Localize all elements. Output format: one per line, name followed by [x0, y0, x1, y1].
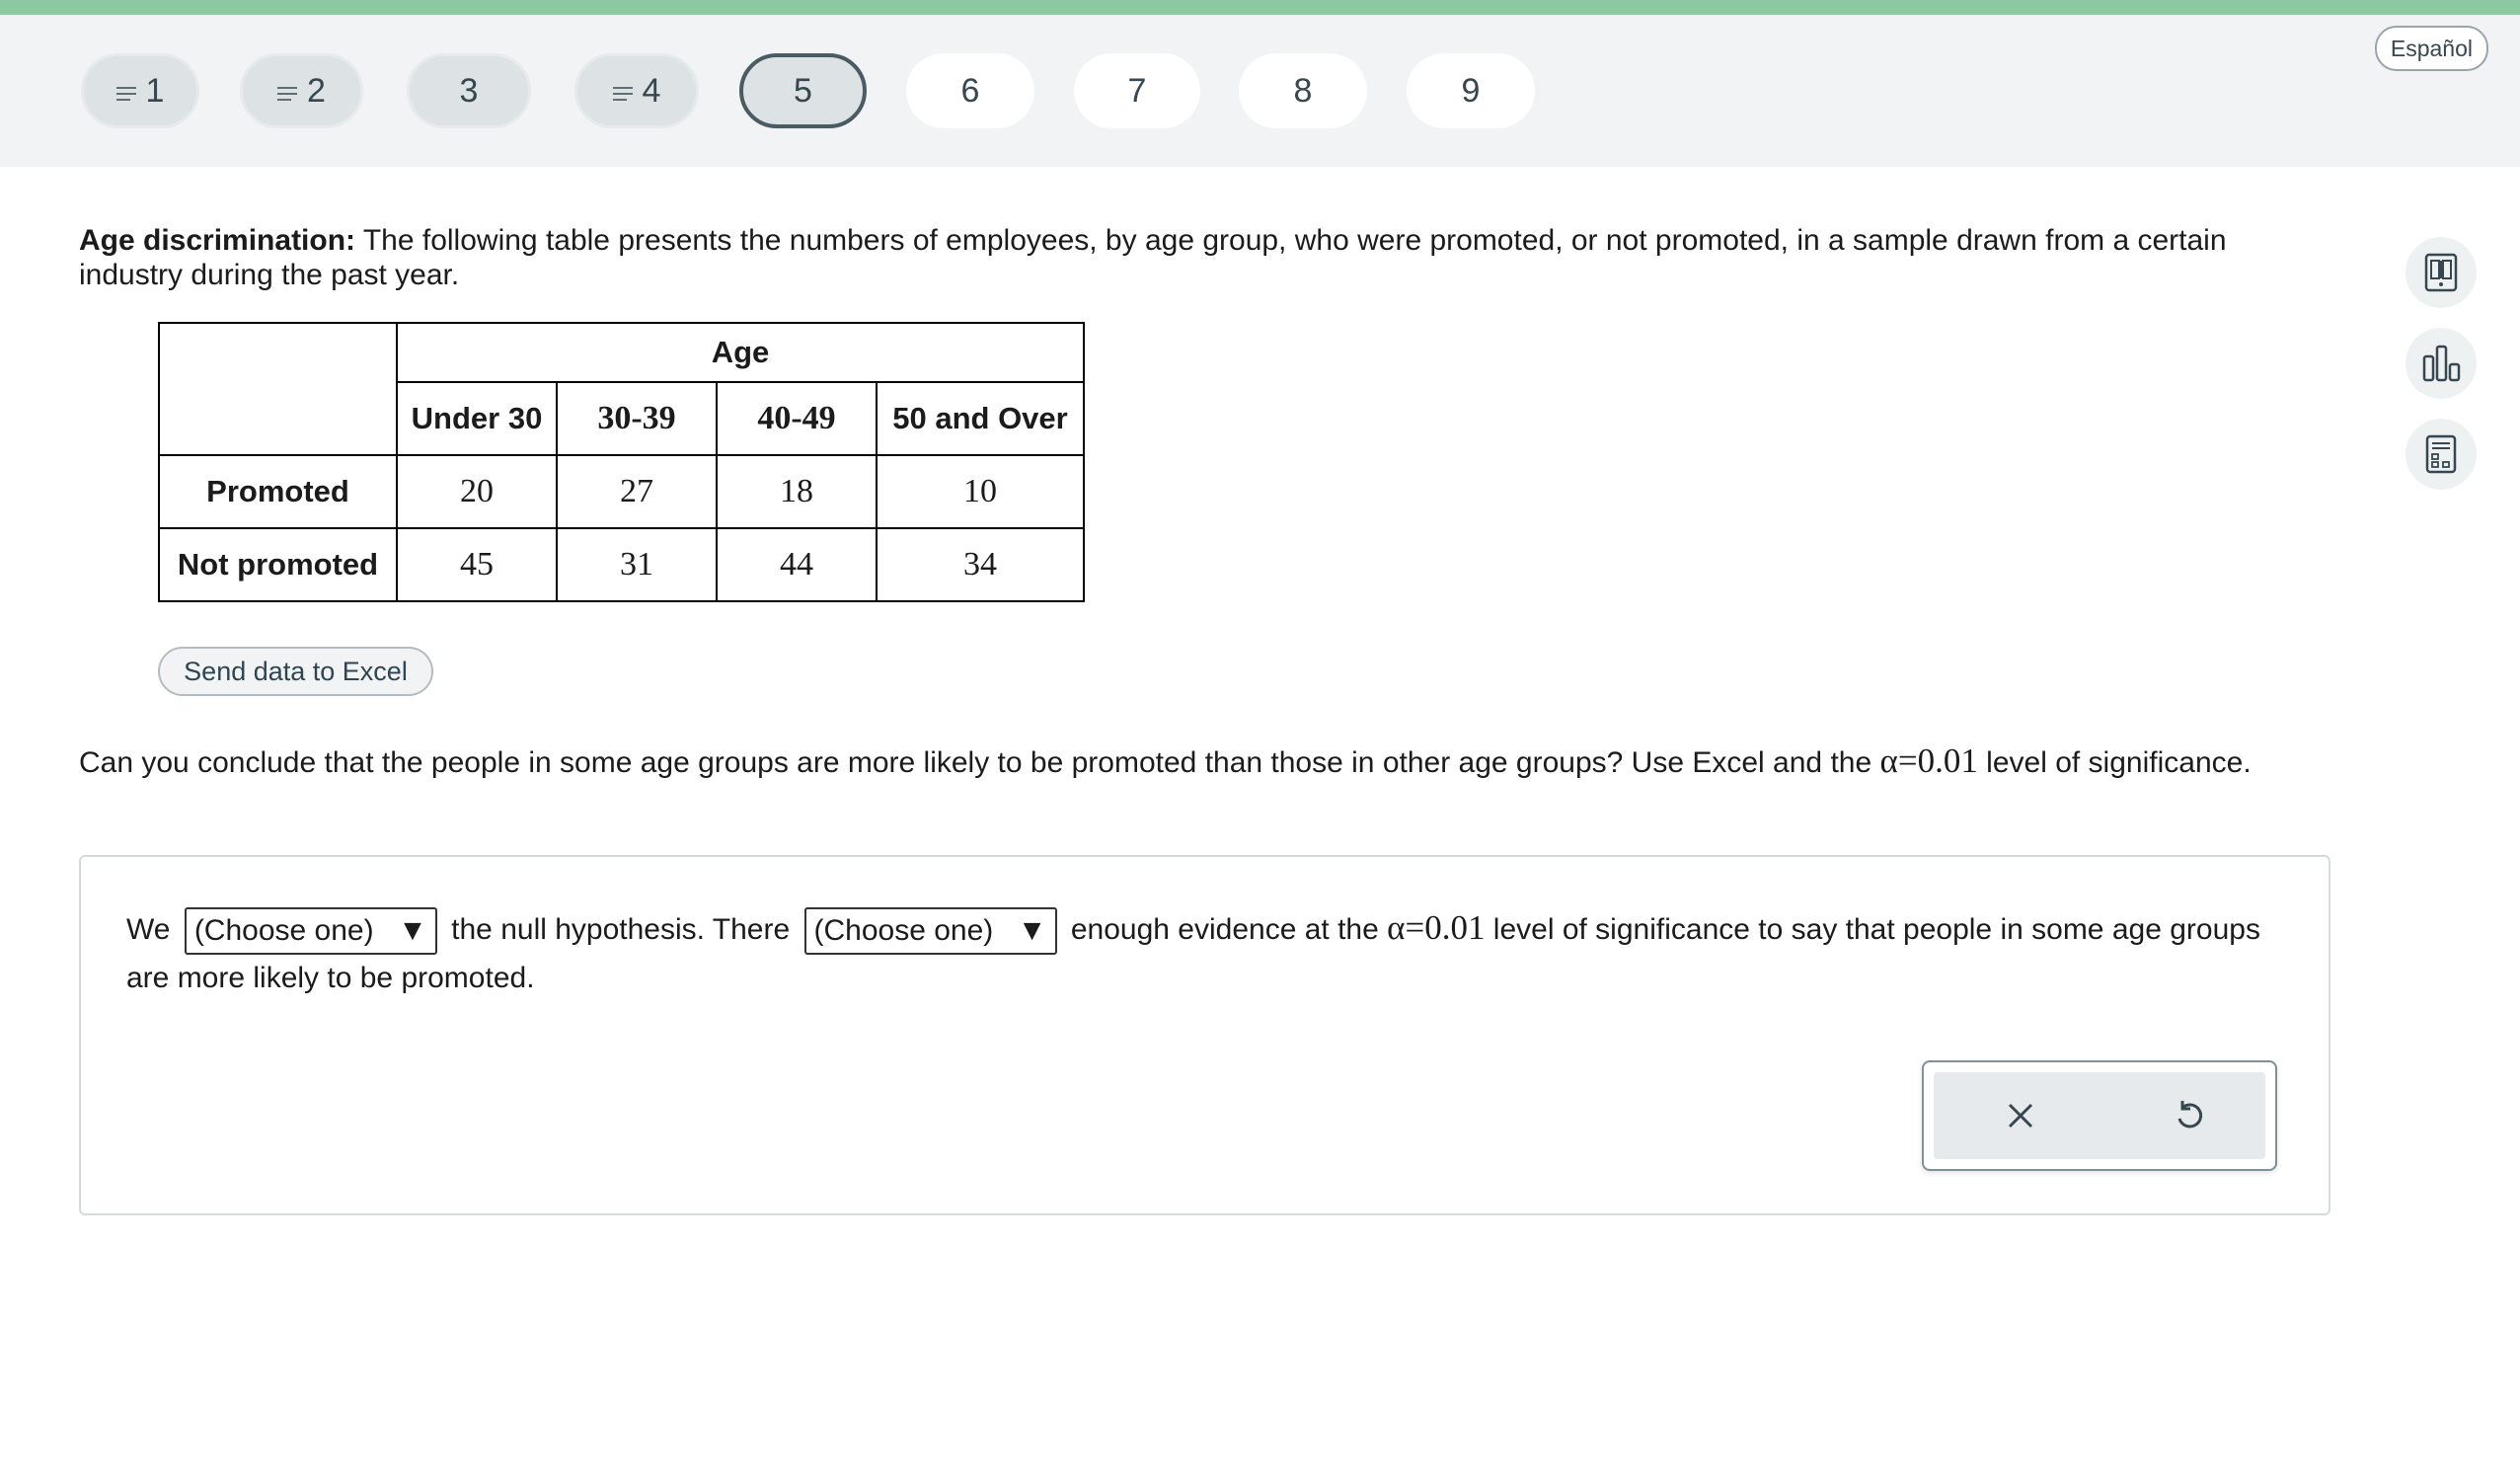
close-icon — [2006, 1101, 2035, 1130]
question-7-button[interactable] — [1074, 53, 1200, 128]
question-part-1: Can you conclude that the people in some age groups are more likely to be promoted than those in other age groups? Use Excel and the — [79, 746, 1872, 779]
select-value: (Choose one) — [813, 914, 994, 948]
alpha-expression: α=0.01 — [1879, 741, 1978, 780]
answered-icon — [116, 87, 136, 101]
age-group-header: Age — [397, 323, 1084, 382]
question-number: 7 — [1127, 71, 1147, 110]
question-number: 4 — [642, 71, 661, 110]
table-cell: 34 — [877, 528, 1084, 601]
data-tool-button[interactable] — [2405, 328, 2477, 399]
answer-sentence — [126, 904, 2298, 1002]
bar-chart-icon — [2420, 343, 2462, 384]
table-cell: 10 — [877, 455, 1084, 528]
answer-actions — [1922, 1060, 2277, 1171]
answered-icon — [277, 87, 297, 101]
dropdown-arrow-icon: ▼ — [1017, 914, 1047, 948]
top-accent-bar — [0, 0, 2520, 15]
problem-intro — [79, 223, 2320, 292]
question-1-button[interactable] — [81, 53, 199, 128]
question-number: 8 — [1293, 71, 1313, 110]
question-number: 9 — [1461, 71, 1481, 110]
decision-select[interactable] — [185, 907, 437, 955]
question-number: 3 — [459, 71, 479, 110]
select-value: (Choose one) — [193, 914, 374, 948]
undo-button[interactable] — [2160, 1086, 2219, 1145]
row-header: Promoted — [159, 455, 397, 528]
question-4-button[interactable] — [574, 53, 699, 128]
answer-text-4: level of significance to say that people in some age groups are more likely to be promoted. — [126, 913, 2260, 995]
problem-description: The following table presents the numbers of employees, by age group, who were promoted, or not promoted, in a sample drawn from a certain industry during the past year. — [79, 224, 2227, 291]
answer-text-1: We — [126, 913, 171, 946]
data-table — [158, 322, 1085, 602]
question-6-button[interactable] — [906, 53, 1034, 128]
dropdown-arrow-icon: ▼ — [398, 914, 427, 948]
column-header: 40-49 — [717, 382, 877, 455]
column-header: 50 and Over — [877, 382, 1084, 455]
question-5-button[interactable] — [739, 53, 867, 128]
question-2-button[interactable] — [240, 53, 363, 128]
question-9-button[interactable] — [1407, 53, 1535, 128]
send-to-excel-button[interactable]: Send data to Excel — [158, 647, 433, 696]
problem-title: Age discrimination: — [79, 224, 356, 257]
table-cell: 44 — [717, 528, 877, 601]
question-text — [79, 741, 2290, 783]
table-cell: 31 — [557, 528, 717, 601]
calculator-tool-button[interactable] — [2405, 419, 2477, 490]
evidence-select[interactable] — [804, 907, 1057, 955]
question-8-button[interactable] — [1239, 53, 1367, 128]
answer-text-2: the null hypothesis. There — [451, 913, 791, 946]
answer-actions-panel — [1934, 1072, 2265, 1159]
table-cell: 20 — [397, 455, 557, 528]
question-number: 5 — [794, 71, 812, 110]
row-header: Not promoted — [159, 528, 397, 601]
clear-answer-button[interactable] — [1991, 1086, 2050, 1145]
table-row — [159, 528, 1084, 601]
answer-text-3: enough evidence at the — [1070, 913, 1379, 946]
column-header: Under 30 — [397, 382, 557, 455]
alpha-expression: α=0.01 — [1387, 908, 1486, 947]
table-row — [159, 455, 1084, 528]
question-number: 2 — [307, 71, 326, 110]
question-number: 1 — [145, 71, 165, 110]
table-cell: 45 — [397, 528, 557, 601]
undo-icon — [2173, 1099, 2206, 1132]
ebook-icon — [2423, 253, 2459, 292]
empty-corner-cell — [159, 323, 397, 455]
table-cell: 27 — [557, 455, 717, 528]
answered-icon — [613, 87, 633, 101]
table-cell: 18 — [717, 455, 877, 528]
question-part-2: level of significance. — [1986, 746, 2252, 779]
question-3-button[interactable] — [407, 53, 531, 128]
calculator-icon — [2424, 434, 2458, 474]
answer-area — [79, 855, 2330, 1215]
column-header: 30-39 — [557, 382, 717, 455]
language-button[interactable]: Español — [2375, 26, 2488, 71]
ebook-tool-button[interactable] — [2405, 237, 2477, 308]
question-number: 6 — [960, 71, 980, 110]
